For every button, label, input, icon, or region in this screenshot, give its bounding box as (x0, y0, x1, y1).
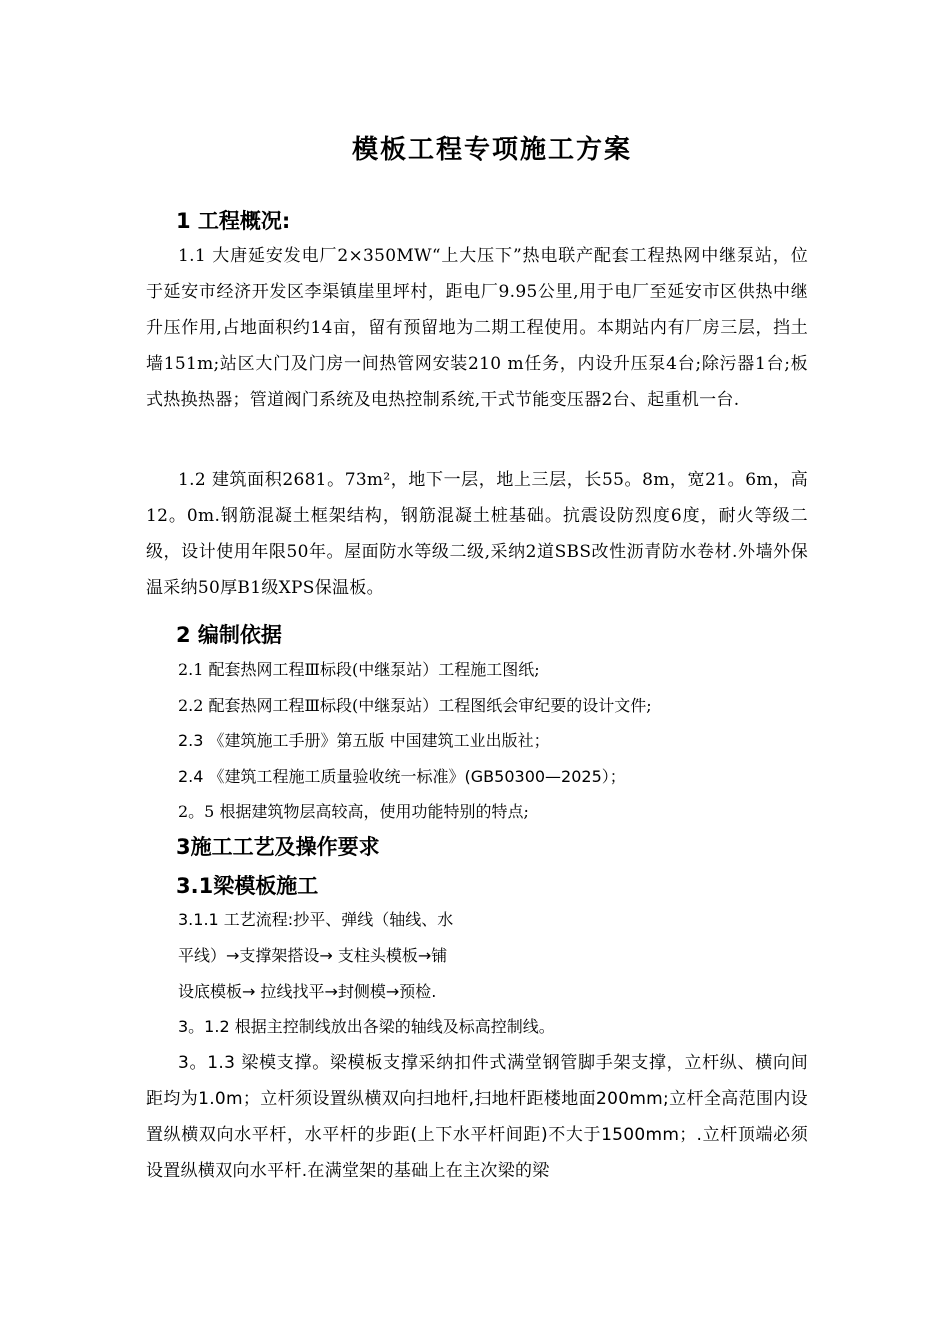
section-3-heading: 3施工工艺及操作要求 (176, 835, 380, 859)
section-2-item: 2.1 配套热网工程Ⅲ标段(中继泵站）工程施工图纸; (178, 660, 540, 679)
section-2-item: 2.2 配套热网工程Ⅲ标段(中继泵站）工程图纸会审纪要的设计文件; (178, 696, 652, 715)
document-title: 模板工程专项施工方案 (351, 135, 632, 165)
flow-line: 设底模板→ 拉线找平→封侧模→预检. (178, 982, 437, 1001)
section-2-item: 2.4 《建筑工程施工质量验收统一标准》(GB50300—2025）； (178, 767, 626, 786)
section-1-heading: 1 工程概况: (176, 209, 291, 233)
section-2-heading: 2 编制依据 (176, 623, 282, 647)
section-1-paragraph-2: 1.2 建筑面积2681。73m²，地下一层，地上三层，长55。8m，宽21。6m，高12。0m.钢筋混凝土框架结构，钢筋混凝土桩基础。抗震设防烈度6度，耐火等级二级，设计使用年限50年。屋面防水等级二级,采纳2道SBS改性沥青防水卷材.外墙外保温采纳50厚B1级XPS保温板。 (146, 470, 808, 598)
flow-line: 3.1.1 工艺流程:抄平、弹线（轴线、水 (178, 910, 454, 929)
section-3-1-3-paragraph: 3。1.3 梁模支撑。梁模板支撑采纳扣件式满堂钢管脚手架支撑，立杆纵、横向间距均为1.0m；立杆须设置纵横双向扫地杆,扫地杆距楼地面200mm;立杆全高范围内设置纵横双向水平杆，水平杆的步距(上下水平杆间距)不大于1500mm；.立杆顶端必须设置纵横双向水平杆.在满堂架的基础上在主次梁的梁 (146, 1053, 808, 1181)
section-2-item: 2.3 《建筑施工手册》第五版 中国建筑工业出版社； (178, 731, 550, 750)
section-1-paragraph-1: 1.1 大唐延安发电厂2×350MW“上大压下”热电联产配套工程热网中继泵站，位于延安市经济开发区李渠镇崖里坪村，距电厂9.95公里,用于电厂至延安市区供热中继升压作用,占地面积约14亩，留有预留地为二期工程使用。本期站内有厂房三层，挡土墙151m;站区大门及门房一间热管网安装210 m任务，内设升压泵4台;除污器1台;板式热换热器；管道阀门系统及电热控制系统,干式节能变压器2台、起重机一台. (146, 246, 808, 410)
section-3-1-2-text: 3。1.2 根据主控制线放出各梁的轴线及标高控制线。 (178, 1017, 555, 1036)
section-3-1-heading: 3.1梁模板施工 (176, 874, 319, 898)
section-2-item: 2。5 根据建筑物层高较高，使用功能特别的特点; (178, 802, 529, 821)
flow-line: 平线）→支撑架搭设→ 支柱头模板→铺 (178, 946, 448, 965)
